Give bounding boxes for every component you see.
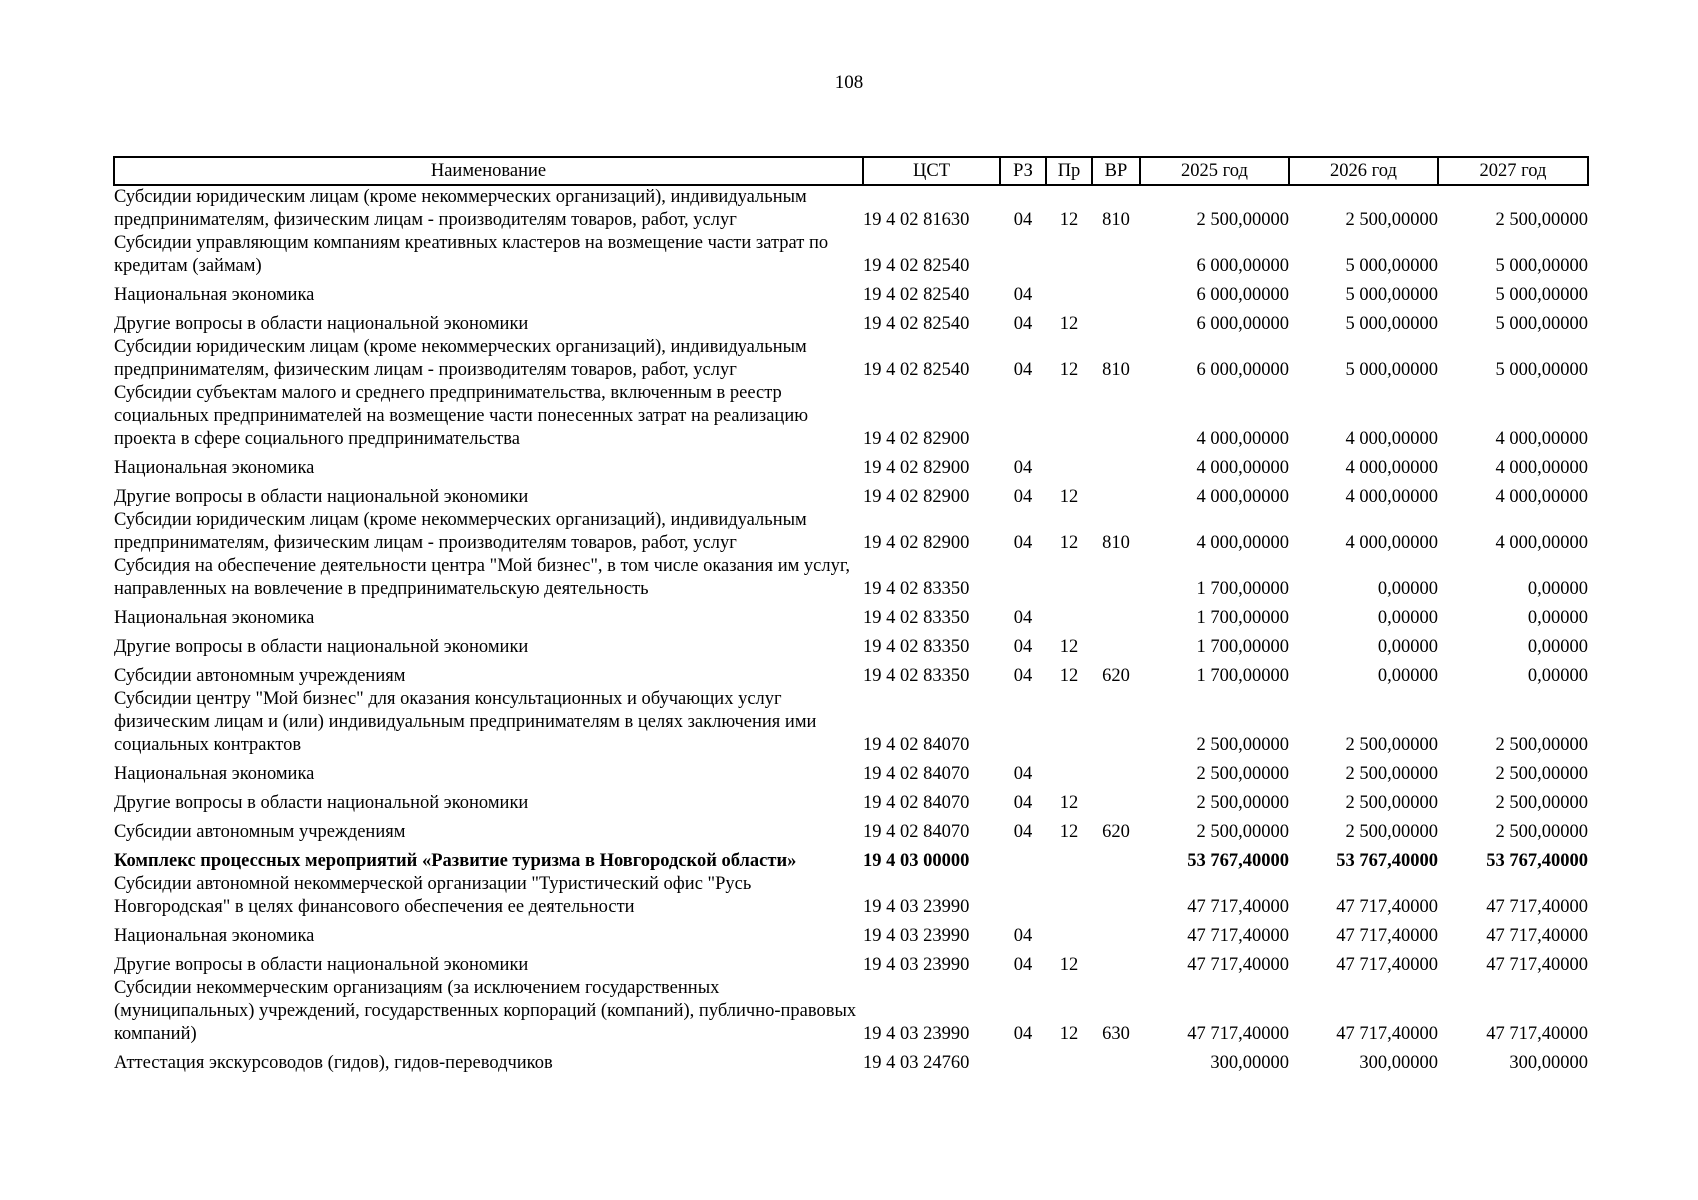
cell-name: Национальная экономика: [114, 608, 315, 628]
cell-pr: 12: [1059, 822, 1079, 842]
cell-rz: [1000, 555, 1046, 601]
cell-rz: [1000, 688, 1046, 757]
cell-2026: 2 500,00000: [1345, 822, 1438, 842]
cell-2027: 4 000,00000: [1495, 533, 1588, 553]
cell-vr: [1092, 232, 1140, 278]
cell-2026: 53 767,40000: [1336, 851, 1438, 871]
cell-pr: [1046, 844, 1092, 873]
cell-rz: 04: [1013, 955, 1033, 975]
cell-cst: 19 4 02 83350: [863, 608, 970, 628]
table-row: [114, 480, 1588, 509]
cell-name: Национальная экономика: [114, 458, 315, 478]
cell-2025: 4 000,00000: [1196, 458, 1289, 478]
cell-pr: [1046, 757, 1092, 786]
table-row: [114, 336, 1588, 382]
cell-2027: 4 000,00000: [1495, 487, 1588, 507]
header-rz: РЗ: [1000, 157, 1046, 185]
table-row: [114, 977, 1588, 1046]
cell-vr: [1092, 948, 1140, 977]
table-row: [114, 185, 1588, 232]
cell-name: Национальная экономика: [114, 764, 315, 784]
table-body: [114, 185, 1588, 1075]
cell-name: Субсидии автономным учреждениям: [114, 822, 406, 842]
cell-rz: [1000, 873, 1046, 919]
cell-rz: [1000, 1046, 1046, 1075]
cell-cst: 19 4 02 82540: [863, 360, 970, 380]
cell-vr: [1092, 757, 1140, 786]
cell-rz: 04: [1013, 533, 1033, 553]
cell-pr: 12: [1059, 210, 1079, 230]
cell-rz: 04: [1013, 458, 1033, 478]
cell-2027: 5 000,00000: [1495, 256, 1588, 276]
table-row-section: [114, 844, 1588, 873]
cell-vr: [1092, 451, 1140, 480]
cell-name: Субсидии юридическим лицам (кроме некоммерческих организаций), индивидуальным предпринимателям, физическим лицам - производителям товаров, работ, услуг: [114, 187, 807, 230]
cell-vr: [1092, 555, 1140, 601]
cell-cst: 19 4 03 23990: [863, 897, 970, 917]
cell-2026: 47 717,40000: [1336, 1024, 1438, 1044]
cell-rz: 04: [1013, 1024, 1033, 1044]
cell-pr: [1046, 232, 1092, 278]
cell-2025: 47 717,40000: [1187, 955, 1289, 975]
table-row: [114, 382, 1588, 451]
cell-2026: 300,00000: [1359, 1053, 1438, 1073]
cell-pr: 12: [1059, 533, 1079, 553]
cell-rz: 04: [1013, 637, 1033, 657]
cell-rz: 04: [1013, 285, 1033, 305]
cell-name: Субсидия на обеспечение деятельности центра "Мой бизнес", в том числе оказания им услуг, направленных на вовлечение в предпринимательскую деятельность: [114, 556, 850, 599]
cell-pr: 12: [1059, 487, 1079, 507]
cell-cst: 19 4 02 84070: [863, 764, 970, 784]
cell-name: Комплекс процессных мероприятий «Развитие туризма в Новгородской области»: [114, 851, 797, 871]
cell-2027: 300,00000: [1509, 1053, 1588, 1073]
cell-2027: 0,00000: [1527, 579, 1588, 599]
header-pr: Пр: [1046, 157, 1092, 185]
cell-2025: 6 000,00000: [1196, 256, 1289, 276]
cell-2025: 6 000,00000: [1196, 314, 1289, 334]
cell-pr: [1046, 555, 1092, 601]
cell-cst: 19 4 02 83350: [863, 637, 970, 657]
cell-2026: 5 000,00000: [1345, 314, 1438, 334]
cell-2027: 47 717,40000: [1486, 955, 1588, 975]
cell-vr: [1092, 844, 1140, 873]
cell-2025: 2 500,00000: [1196, 764, 1289, 784]
cell-rz: [1000, 844, 1046, 873]
cell-pr: [1046, 688, 1092, 757]
cell-2026: 4 000,00000: [1345, 533, 1438, 553]
cell-2025: 300,00000: [1210, 1053, 1289, 1073]
cell-vr: [1092, 382, 1140, 451]
table-row: [114, 1046, 1588, 1075]
cell-cst: 19 4 02 82900: [863, 487, 970, 507]
cell-vr: [1092, 278, 1140, 307]
cell-2027: 2 500,00000: [1495, 210, 1588, 230]
cell-2026: 5 000,00000: [1345, 256, 1438, 276]
cell-2025: 53 767,40000: [1187, 851, 1289, 871]
cell-2026: 0,00000: [1377, 608, 1438, 628]
cell-cst: 19 4 02 82900: [863, 429, 970, 449]
cell-2025: 2 500,00000: [1196, 793, 1289, 813]
cell-pr: 12: [1059, 637, 1079, 657]
cell-2025: 6 000,00000: [1196, 285, 1289, 305]
cell-vr: 620: [1102, 822, 1130, 842]
cell-pr: 12: [1059, 955, 1079, 975]
cell-rz: 04: [1013, 666, 1033, 686]
cell-2027: 2 500,00000: [1495, 764, 1588, 784]
cell-2026: 47 717,40000: [1336, 955, 1438, 975]
table-row: [114, 873, 1588, 919]
cell-name: Субсидии некоммерческим организациям (за исключением государственных (муниципальных) учреждений, государственных корпораций (компаний), публично-правовых компаний): [114, 978, 857, 1044]
cell-pr: [1046, 278, 1092, 307]
cell-2026: 47 717,40000: [1336, 926, 1438, 946]
cell-2026: 2 500,00000: [1345, 793, 1438, 813]
cell-2025: 47 717,40000: [1187, 897, 1289, 917]
budget-table: [113, 156, 1589, 1075]
cell-rz: 04: [1013, 764, 1033, 784]
table-row: [114, 451, 1588, 480]
cell-name: Субсидии автономной некоммерческой организации "Туристический офис "Русь Новгородская" в целях финансового обеспечения ее деятельности: [114, 874, 752, 917]
cell-name: Субсидии центру "Мой бизнес" для оказания консультационных и обучающих услуг физическим лицам и (или) индивидуальным предпринимателям в целях заключения ими социальных контрактов: [114, 689, 817, 755]
table-row: [114, 630, 1588, 659]
cell-2027: 4 000,00000: [1495, 429, 1588, 449]
cell-2027: 5 000,00000: [1495, 314, 1588, 334]
cell-2025: 4 000,00000: [1196, 533, 1289, 553]
cell-cst: 19 4 02 84070: [863, 822, 970, 842]
cell-2027: 0,00000: [1527, 666, 1588, 686]
table-row: [114, 659, 1588, 688]
cell-2025: 1 700,00000: [1196, 637, 1289, 657]
cell-rz: 04: [1013, 360, 1033, 380]
cell-2025: 2 500,00000: [1196, 735, 1289, 755]
cell-pr: 12: [1059, 314, 1079, 334]
cell-2025: 1 700,00000: [1196, 579, 1289, 599]
cell-pr: 12: [1059, 1024, 1079, 1044]
cell-2025: 1 700,00000: [1196, 666, 1289, 686]
cell-vr: [1092, 630, 1140, 659]
cell-2027: 47 717,40000: [1486, 926, 1588, 946]
cell-rz: 04: [1013, 487, 1033, 507]
cell-2027: 2 500,00000: [1495, 822, 1588, 842]
cell-vr: [1092, 688, 1140, 757]
cell-2026: 4 000,00000: [1345, 458, 1438, 478]
table-row: [114, 757, 1588, 786]
cell-rz: 04: [1013, 926, 1033, 946]
cell-2025: 47 717,40000: [1187, 926, 1289, 946]
cell-vr: [1092, 1046, 1140, 1075]
table-row: [114, 919, 1588, 948]
cell-cst: 19 4 02 82540: [863, 256, 970, 276]
cell-vr: 630: [1102, 1024, 1130, 1044]
cell-cst: 19 4 03 00000: [863, 851, 970, 871]
header-vr: ВР: [1092, 157, 1140, 185]
cell-name: Аттестация экскурсоводов (гидов), гидов-переводчиков: [114, 1053, 553, 1073]
cell-name: Субсидии автономным учреждениям: [114, 666, 406, 686]
cell-cst: 19 4 02 82540: [863, 314, 970, 334]
cell-vr: 810: [1102, 210, 1130, 230]
cell-2026: 0,00000: [1377, 666, 1438, 686]
cell-name: Субсидии юридическим лицам (кроме некоммерческих организаций), индивидуальным предпринимателям, физическим лицам - производителям товаров, работ, услуг: [114, 337, 807, 380]
cell-vr: [1092, 786, 1140, 815]
cell-vr: [1092, 480, 1140, 509]
table-row: [114, 948, 1588, 977]
cell-rz: [1000, 382, 1046, 451]
cell-vr: [1092, 307, 1140, 336]
cell-2027: 0,00000: [1527, 608, 1588, 628]
cell-2026: 0,00000: [1377, 579, 1438, 599]
cell-rz: 04: [1013, 793, 1033, 813]
cell-rz: [1000, 232, 1046, 278]
table-row: [114, 786, 1588, 815]
table-row: [114, 307, 1588, 336]
cell-cst: 19 4 03 24760: [863, 1053, 970, 1073]
cell-2027: 5 000,00000: [1495, 285, 1588, 305]
cell-name: Национальная экономика: [114, 285, 315, 305]
header-cst: ЦСТ: [863, 157, 1000, 185]
cell-2025: 2 500,00000: [1196, 822, 1289, 842]
table-row: [114, 232, 1588, 278]
cell-vr: [1092, 873, 1140, 919]
cell-cst: 19 4 02 84070: [863, 793, 970, 813]
table-row: [114, 555, 1588, 601]
cell-2025: 1 700,00000: [1196, 608, 1289, 628]
cell-rz: 04: [1013, 314, 1033, 334]
cell-2025: 4 000,00000: [1196, 487, 1289, 507]
table-header: [114, 157, 1588, 185]
table-row: [114, 509, 1588, 555]
cell-cst: 19 4 02 82540: [863, 285, 970, 305]
header-name: Наименование: [114, 157, 863, 185]
cell-name: Другие вопросы в области национальной экономики: [114, 637, 529, 657]
cell-name: Другие вопросы в области национальной экономики: [114, 955, 529, 975]
cell-2027: 4 000,00000: [1495, 458, 1588, 478]
cell-name: Национальная экономика: [114, 926, 315, 946]
cell-2025: 2 500,00000: [1196, 210, 1289, 230]
cell-2026: 5 000,00000: [1345, 360, 1438, 380]
cell-name: Другие вопросы в области национальной экономики: [114, 314, 529, 334]
cell-name: Другие вопросы в области национальной экономики: [114, 793, 529, 813]
table-row: [114, 278, 1588, 307]
table-row: [114, 688, 1588, 757]
cell-pr: [1046, 873, 1092, 919]
cell-cst: 19 4 03 23990: [863, 955, 970, 975]
cell-pr: 12: [1059, 666, 1079, 686]
cell-pr: 12: [1059, 793, 1079, 813]
cell-vr: 810: [1102, 360, 1130, 380]
cell-2026: 2 500,00000: [1345, 735, 1438, 755]
header-2026: 2026 год: [1289, 157, 1438, 185]
cell-name: Субсидии управляющим компаниям креативных кластеров на возмещение части затрат по кредитам (займам): [114, 233, 829, 276]
cell-cst: 19 4 03 23990: [863, 926, 970, 946]
cell-2026: 0,00000: [1377, 637, 1438, 657]
cell-cst: 19 4 02 82900: [863, 458, 970, 478]
cell-vr: [1092, 919, 1140, 948]
page-number: 108: [834, 72, 864, 93]
cell-pr: [1046, 451, 1092, 480]
cell-pr: [1046, 382, 1092, 451]
cell-cst: 19 4 02 83350: [863, 579, 970, 599]
cell-vr: 810: [1102, 533, 1130, 553]
cell-2027: 47 717,40000: [1486, 897, 1588, 917]
cell-rz: 04: [1013, 608, 1033, 628]
cell-2026: 4 000,00000: [1345, 487, 1438, 507]
cell-pr: 12: [1059, 360, 1079, 380]
cell-2026: 5 000,00000: [1345, 285, 1438, 305]
table-row: [114, 601, 1588, 630]
cell-pr: [1046, 1046, 1092, 1075]
cell-name: Субсидии юридическим лицам (кроме некоммерческих организаций), индивидуальным предпринимателям, физическим лицам - производителям товаров, работ, услуг: [114, 510, 807, 553]
cell-2026: 2 500,00000: [1345, 764, 1438, 784]
cell-pr: [1046, 919, 1092, 948]
cell-cst: 19 4 02 84070: [863, 735, 970, 755]
cell-2025: 47 717,40000: [1187, 1024, 1289, 1044]
header-2025: 2025 год: [1140, 157, 1289, 185]
table-row: [114, 815, 1588, 844]
cell-name: Другие вопросы в области национальной экономики: [114, 487, 529, 507]
cell-name: Субсидии субъектам малого и среднего предпринимательства, включенным в реестр социальных предпринимателей на возмещение части понесенных затрат на реализацию проекта в сфере социального предпринимательства: [114, 383, 809, 449]
cell-2026: 4 000,00000: [1345, 429, 1438, 449]
cell-2027: 2 500,00000: [1495, 793, 1588, 813]
cell-vr: 620: [1102, 666, 1130, 686]
cell-2025: 6 000,00000: [1196, 360, 1289, 380]
cell-rz: 04: [1013, 822, 1033, 842]
cell-2025: 4 000,00000: [1196, 429, 1289, 449]
cell-2027: 53 767,40000: [1486, 851, 1588, 871]
cell-cst: 19 4 02 81630: [863, 210, 970, 230]
cell-cst: 19 4 03 23990: [863, 1024, 970, 1044]
header-2027: 2027 год: [1438, 157, 1588, 185]
cell-2026: 2 500,00000: [1345, 210, 1438, 230]
cell-2027: 2 500,00000: [1495, 735, 1588, 755]
cell-2027: 47 717,40000: [1486, 1024, 1588, 1044]
cell-pr: [1046, 601, 1092, 630]
cell-2026: 47 717,40000: [1336, 897, 1438, 917]
cell-2027: 5 000,00000: [1495, 360, 1588, 380]
cell-cst: 19 4 02 83350: [863, 666, 970, 686]
cell-cst: 19 4 02 82900: [863, 533, 970, 553]
cell-rz: 04: [1013, 210, 1033, 230]
cell-2027: 0,00000: [1527, 637, 1588, 657]
cell-vr: [1092, 601, 1140, 630]
